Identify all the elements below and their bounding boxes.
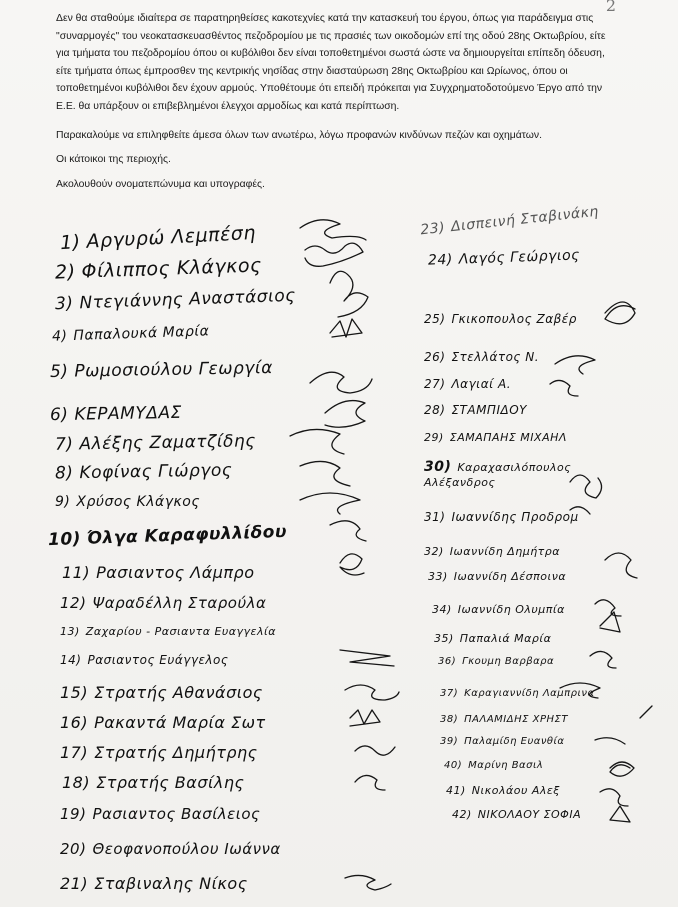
signatory-9: 9) Χρύσος Κλάγκος <box>55 494 201 510</box>
signatory-12: 12) Ψαραδέλλη Σταρούλα <box>60 594 267 612</box>
signatory-17: 17) Στρατής Δημήτρης <box>60 743 258 762</box>
signatory-5: 5) Ρωμοσιούλου Γεωργία <box>49 358 274 382</box>
signatory-24: 24) Λαγός Γεώργιος <box>427 247 581 269</box>
signatory-3: 3) Ντεγιάννης Αναστάσιος <box>54 285 296 315</box>
signatory-25: 25) Γκικοπουλος Ζαβέρ <box>424 312 577 326</box>
signatory-32: 32) Ιωαννίδη Δημήτρα <box>424 545 561 558</box>
signatory-10: 10) Όλγα Καραφυλλίδου <box>47 521 288 551</box>
signatory-7: 7) Αλέξης Ζαματζίδης <box>54 431 256 455</box>
signatures-follow-line: Ακολουθούν ονοματεπώνυμα και υπογραφές. <box>56 178 265 190</box>
signatory-31: 31) Ιωαννίδης Προδρομ <box>424 510 579 524</box>
signatory-26: 26) Στελλάτος Ν. <box>424 350 540 364</box>
signatory-36: 36) Γκουμη Βαρβαρα <box>438 656 555 667</box>
page-number-mark: 2 <box>605 0 616 15</box>
signatory-6: 6) ΚΕΡΑΜΥΔΑΣ <box>49 402 182 426</box>
signatory-18: 18) Στρατής Βασίλης <box>62 773 245 792</box>
signatory-14: 14) Ρασιαντος Ευάγγελος <box>60 653 229 667</box>
signatory-41: 41) Νικολάου Αλεξ <box>446 784 560 797</box>
signatory-16: 16) Ρακαντά Μαρία Σωτ <box>60 713 266 732</box>
signatory-11: 11) Ρασιαντος Λάμπρο <box>62 563 255 582</box>
petition-request-line: Παρακαλούμε να επιληφθείτε άμεσα όλων των ανωτέρω, λόγω προφανών κινδύνων πεζών και οχημάτων. <box>56 129 542 141</box>
signatory-38: 38) ΠΑΛΑΜΙΔΗΣ ΧΡΗΣΤ <box>440 714 568 725</box>
signatory-27: 27) Λαγιαί Α. <box>424 377 512 391</box>
signatory-30: 30) Καραχασιλόπουλος Αλέξανδρος <box>424 459 572 489</box>
petition-body-paragraph: Δεν θα σταθούμε ιδιαίτερα σε παρατηρηθείσες κακοτεχνίες κατά την κατασκευή του έργου, όπως για παράδειγμα στις "συναρμογές" του νεοκατασκευασθέντος πεζοδρομίου με τις πρασιές των οικοδομών επί της οδού 28ης Οκτωβρίου, είτε για τμήματα του πεζοδρομίου όπου οι κυβόλιθοι δεν είναι τοποθετημένοι σωστά ώστε να δημιουργείται επίπεδη όδευση, είτε τμήματα όπως έμπροσθεν της κεντρικής νησίδας στην διασταύρωση 28ης Οκτωβρίου και Ωρίωνος, όπου οι τοποθετημένοι κυβόλιθοι δεν έχουν αρμούς. Υποθέτουμε ότι επειδή πρόκειται για Συγχρηματοδοτούμενο Έργο από την Ε.Ε. θα υπάρξουν οι επιβεβλημένοι έλεγχοι αρμοδίως και κατά περίπτωση. <box>56 13 606 112</box>
signatory-33: 33) Ιωαννίδη Δέσποινα <box>428 570 567 583</box>
signatory-34: 34) Ιωαννίδη Ολυμπία <box>432 603 565 616</box>
signatory-15: 15) Στρατής Αθανάσιος <box>60 683 263 702</box>
signatory-23: 23) Δισπεινή Σταβινάκη <box>419 203 600 239</box>
signatory-35: 35) Παπαλιά Μαρία <box>434 632 552 645</box>
signatory-28: 28) ΣΤΑΜΠΙΔΟΥ <box>424 403 527 417</box>
signatory-40: 40) Μαρίνη Βασιλ <box>444 760 544 771</box>
signatory-2: 2) Φίλιππος Κλάγκος <box>54 254 263 284</box>
signatory-8: 8) Κοφίνας Γιώργος <box>54 460 233 484</box>
signatory-4: 4) Παπαλουκά Μαρία <box>51 323 210 345</box>
signatory-29: 29) ΣΑΜΑΠΑΗΣ ΜΙΧΑΗΛ <box>424 431 567 444</box>
residents-line: Οι κάτοικοι της περιοχής. <box>56 154 171 166</box>
signatory-1: 1) Αργυρώ Λεμπέση <box>59 221 257 255</box>
signatory-37: 37) Καραγιαννίδη Λαμπρινα <box>440 688 595 699</box>
signatory-39: 39) Παλαμίδη Ευανθία <box>440 736 565 747</box>
signatory-21: 21) Σταβιναλης Νίκος <box>60 874 248 893</box>
signatory-13: 13) Ζαχαρίου - Ρασιαντα Ευαγγελία <box>60 625 276 638</box>
signatory-19: 19) Ρασιαντος Βασίλειος <box>60 805 261 823</box>
signatory-42: 42) ΝΙΚΟΛΑΟΥ ΣΟΦΙΑ <box>452 808 582 821</box>
signatory-20: 20) Θεοφανοπούλου Ιωάννα <box>60 840 281 858</box>
